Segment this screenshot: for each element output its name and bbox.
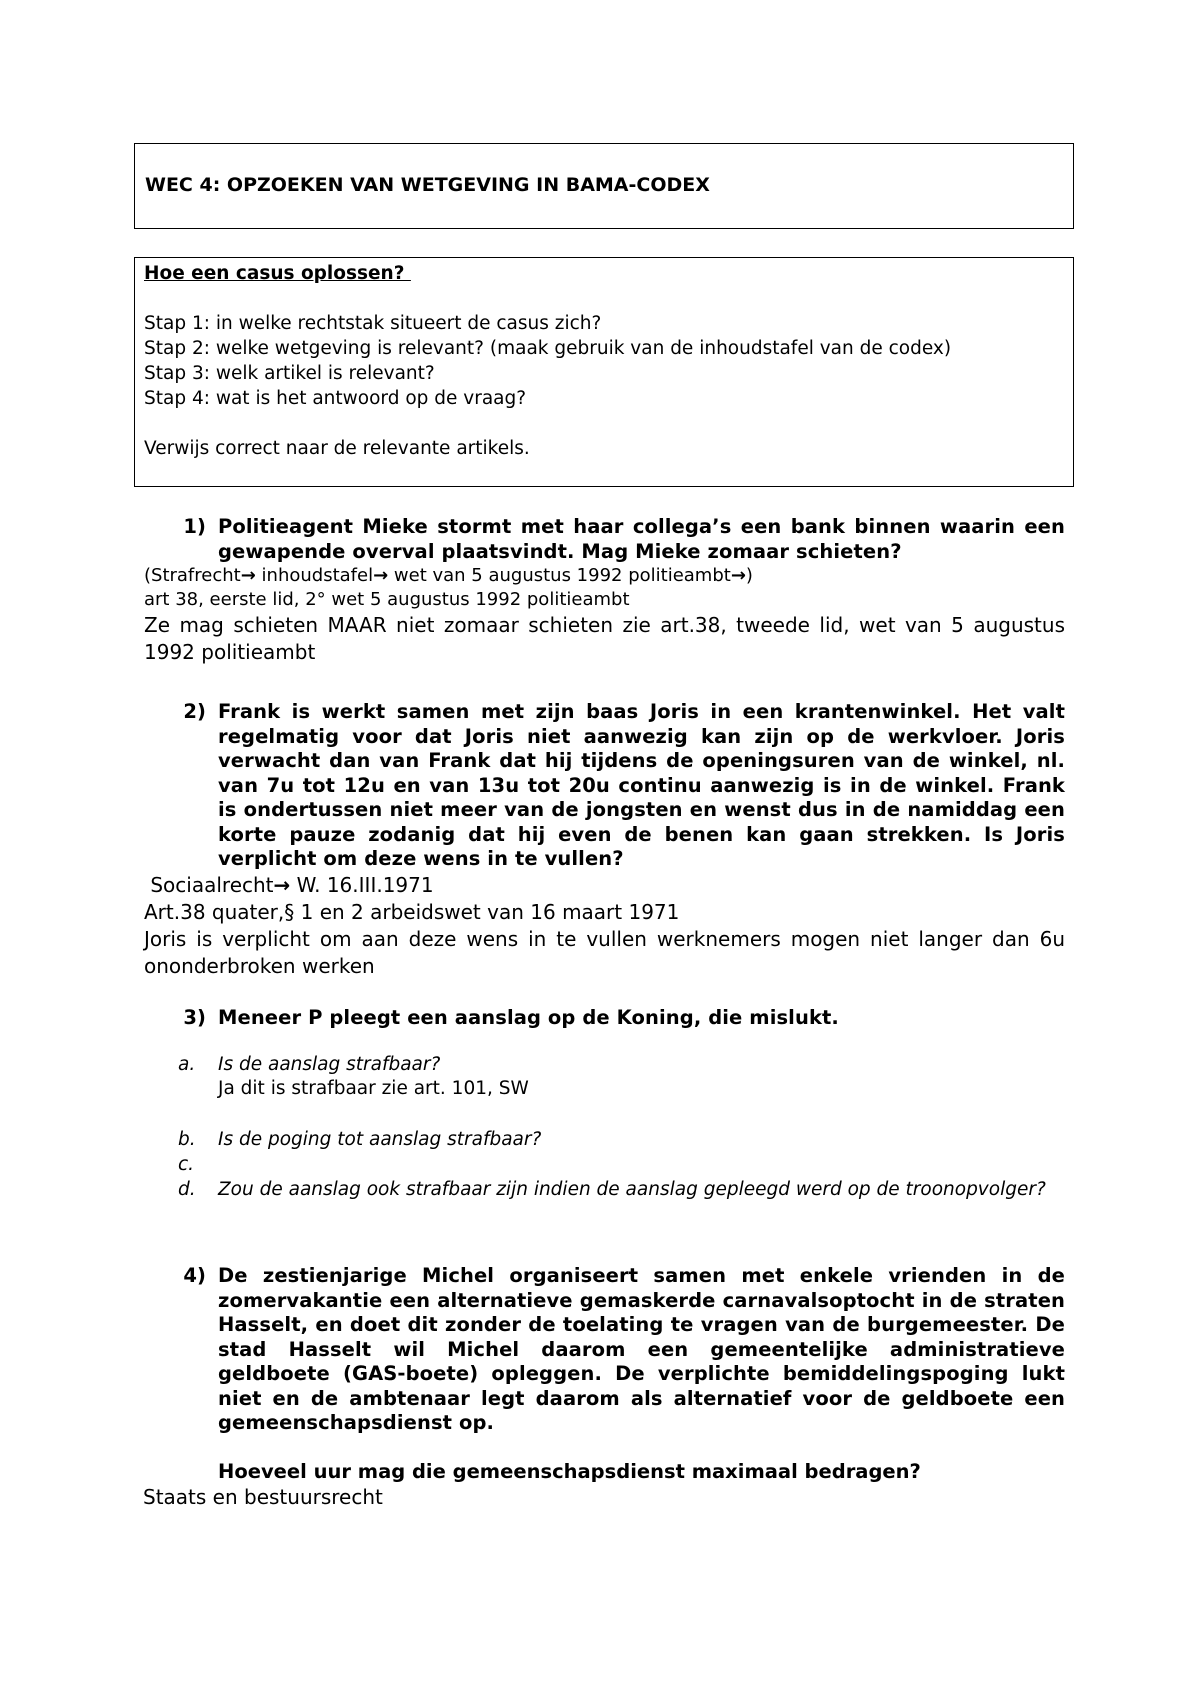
sub-letter: b.: [178, 1129, 196, 1150]
question-number: 2): [183, 700, 206, 723]
q2-article: Art.38 quater,§ 1 en 2 arbeidswet van 16 maart 1971: [144, 899, 680, 924]
arrow-right-icon: →: [730, 565, 746, 586]
question-text: Meneer P pleegt een aanslag op de Koning, die mislukt.: [218, 1005, 839, 1029]
subquestion-d: [144, 1177, 1065, 1202]
q1-answer: Ze mag schieten MAAR niet zomaar schieten zie art.38, tweede lid, wet van 5 augustus 1992 politieambt: [144, 613, 1065, 664]
sub-text: Is de aanslag strafbaar?: [218, 1054, 441, 1075]
spacer: [144, 1202, 1065, 1264]
question-number: 4): [183, 1264, 206, 1287]
path-part: ): [745, 565, 753, 586]
spacer: [144, 666, 1065, 700]
question-number: 1): [183, 515, 206, 538]
path-part: (Strafrecht: [144, 565, 241, 586]
sub-text: Is de poging tot aanslag strafbaar?: [218, 1129, 542, 1150]
question-text: De zestienjarige Michel organiseert samen met enkele vrienden in de zomervakantie een alternatieve gemaskerde carnavalsoptocht in de straten Hasselt, en doet dit zonder de toelating te vragen van de burgemeester. De stad Hasselt wil Michel daarom een gemeentelijke administratieve geldboete (GAS-boete) opleggen. De verplichte bemiddelingspoging lukt niet en de ambtenaar legt daarom als alternatief voor de geldboete een gemeenschapsdienst op.: [218, 1264, 1065, 1434]
q4-answer: Staats en bestuursrecht: [143, 1485, 383, 1509]
spacer: [144, 980, 1065, 1006]
path-part: wet van 5 augustus 1992 politieambt: [388, 565, 731, 586]
sub-letter: a.: [178, 1054, 196, 1075]
howto-heading: Hoe een casus oplossen?: [144, 263, 411, 284]
q1-path: [144, 564, 1065, 588]
question-number: 3): [183, 1005, 206, 1029]
step-2: Stap 2: welke wetgeving is relevant? (maak gebruik van de inhoudstafel van de codex): [144, 338, 952, 359]
subquestion-b: [144, 1127, 1065, 1152]
path-part: W. 16.III.1971: [290, 872, 434, 897]
arrow-right-icon: →: [373, 565, 389, 586]
sub-text: [218, 1152, 1065, 1177]
step-1: Stap 1: in welke rechtstak situeert de casus zich?: [144, 313, 602, 334]
q4-follow-question: Hoeveel uur mag die gemeenschapsdienst maximaal bedragen?: [218, 1459, 921, 1483]
spacer: [144, 1436, 1065, 1460]
sub-text: Zou de aanslag ook strafbaar zijn indien de aanslag gepleegd werd op de troonopvolger?: [218, 1179, 1046, 1200]
spacer: [144, 1030, 1065, 1052]
question-2: [144, 700, 1065, 872]
document-title: WEC 4: OPZOEKEN VAN WETGEVING IN BAMA-CODEX: [145, 174, 710, 196]
questions: [144, 515, 1065, 1511]
subquestion-a: [144, 1052, 1065, 1077]
q2-path: [144, 872, 1065, 899]
subquestion-c: [144, 1152, 1065, 1177]
path-part: inhoudstafel: [255, 565, 374, 586]
title-box: [134, 143, 1074, 229]
sub-letter: d.: [178, 1179, 196, 1200]
arrow-right-icon: →: [273, 872, 291, 897]
step-3: Stap 3: welk artikel is relevant?: [144, 363, 435, 384]
question-text: Politieagent Mieke stormt met haar collega’s een bank binnen waarin een gewapende overval plaatsvindt. Mag Mieke zomaar schieten?: [218, 515, 1065, 563]
arrow-right-icon: →: [240, 565, 256, 586]
question-3: [144, 1006, 1065, 1031]
spacer: [144, 1101, 1065, 1127]
path-part: Sociaalrecht: [144, 872, 274, 897]
step-4: Stap 4: wat is het antwoord op de vraag?: [144, 388, 527, 409]
question-1: [144, 515, 1065, 564]
howto-note: Verwijs correct naar de relevante artikels.: [144, 438, 530, 459]
spacer: [144, 286, 1073, 311]
subquestion-a-answer: Ja dit is strafbaar zie art. 101, SW: [218, 1078, 529, 1099]
spacer: [144, 411, 1073, 436]
sub-letter: c.: [178, 1154, 195, 1175]
q2-answer: Joris is verplicht om aan deze wens in te vullen werknemers mogen niet langer dan 6u ononderbroken werken: [144, 926, 1065, 978]
question-4: [144, 1264, 1065, 1436]
howto-box: [134, 257, 1074, 487]
question-text: Frank is werkt samen met zijn baas Joris in een krantenwinkel. Het valt regelmatig voor dat Joris niet aanwezig kan zijn op de werkvloer. Joris verwacht dan van Frank dat hij tijdens de openingsuren van de winkel, nl. van 7u tot 12u en van 13u tot 20u continu aanwezig is in de winkel. Frank is ondertussen niet meer van de jongsten en wenst dus in de namiddag een korte pauze zodanig dat hij even de benen kan gaan strekken. Is Joris verplicht om deze wens in te vullen?: [218, 700, 1065, 870]
q1-article: art 38, eerste lid, 2° wet 5 augustus 1992 politieambt: [144, 589, 630, 610]
